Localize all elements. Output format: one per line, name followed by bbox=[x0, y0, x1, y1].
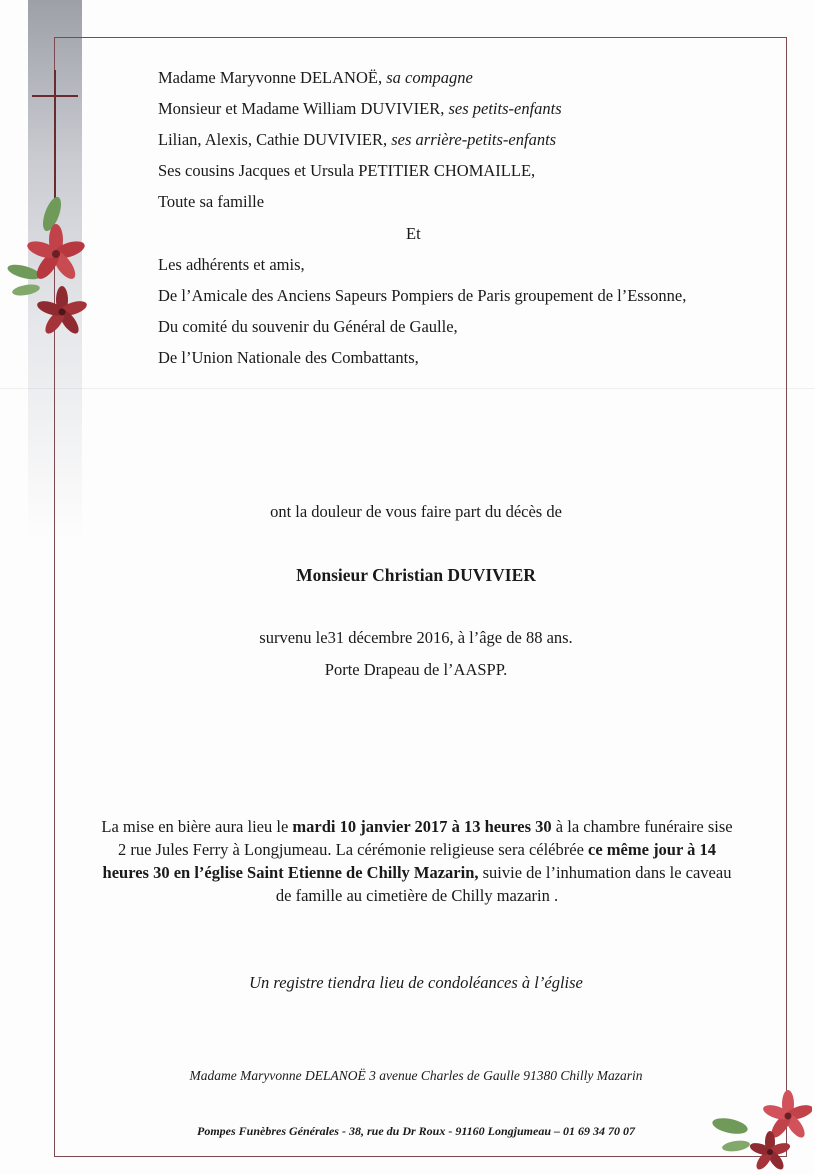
association-line-2: De l’Amicale des Anciens Sapeurs Pompiers de Paris groupement de l’Essonne, bbox=[158, 286, 687, 305]
association-line-4: De l’Union Nationale des Combattants, bbox=[158, 348, 419, 367]
deceased-name: Monsieur Christian DUVIVIER bbox=[296, 565, 536, 585]
ceremony-text: La mise en bière aura lieu le bbox=[101, 817, 293, 836]
family-line-2 bbox=[158, 99, 562, 119]
family-line-5 bbox=[158, 192, 264, 212]
family-relation: sa compagne bbox=[386, 68, 473, 87]
family-relation: ses petits-enfants bbox=[448, 99, 562, 118]
ceremony-church: ce même jour à 14 heures 30 en l’église Saint Etienne de Chilly Mazarin, bbox=[102, 840, 717, 882]
family-name: Ses cousins Jacques et Ursula PETITIER CHOMAILLE, bbox=[158, 161, 536, 180]
family-line-3 bbox=[158, 130, 556, 150]
family-name: Madame Maryvonne DELANOË, bbox=[158, 68, 383, 87]
ceremony-paragraph bbox=[96, 815, 738, 907]
family-name: Lilian, Alexis, Cathie DUVIVIER, bbox=[158, 130, 388, 149]
ceremony-date: mardi 10 janvier 2017 à 13 heures 30 bbox=[292, 817, 552, 836]
ceremony-text: suivie de l’inhumation dans le caveau de famille au cimetière de Chilly mazarin . bbox=[275, 863, 732, 905]
connector-et: Et bbox=[406, 224, 421, 243]
contact-address: Madame Maryvonne DELANOË 3 avenue Charles de Gaulle 91380 Chilly Mazarin bbox=[189, 1068, 643, 1083]
association-line-1: Les adhérents et amis, bbox=[158, 255, 305, 274]
ceremony-text: à la chambre funéraire sise 2 rue Jules Ferry à Longjumeau. La cérémonie religieuse sera célébrée bbox=[117, 817, 733, 859]
fold-line bbox=[0, 388, 814, 389]
announcement-text: ont la douleur de vous faire part du décès de bbox=[270, 502, 562, 521]
death-info: survenu le31 décembre 2016, à l’âge de 88 ans. bbox=[259, 628, 573, 647]
family-line-1 bbox=[158, 68, 473, 88]
association-line-3: Du comité du souvenir du Général de Gaulle, bbox=[158, 317, 458, 336]
lily-flowers-left-icon bbox=[4, 192, 94, 342]
funeral-home: Pompes Funèbres Générales - 38, rue du Dr Roux - 91160 Longjumeau – 01 69 34 70 07 bbox=[196, 1124, 636, 1138]
cross-horizontal bbox=[32, 95, 78, 97]
family-line-4 bbox=[158, 161, 535, 181]
cross-vertical bbox=[54, 70, 56, 205]
family-relation: ses arrière-petits-enfants bbox=[391, 130, 557, 149]
title-role: Porte Drapeau de l’AASPP. bbox=[324, 660, 508, 679]
family-name: Toute sa famille bbox=[158, 192, 265, 211]
registry-note: Un registre tiendra lieu de condoléances à l’église bbox=[249, 973, 583, 992]
family-name: Monsieur et Madame William DUVIVIER, bbox=[158, 99, 445, 118]
